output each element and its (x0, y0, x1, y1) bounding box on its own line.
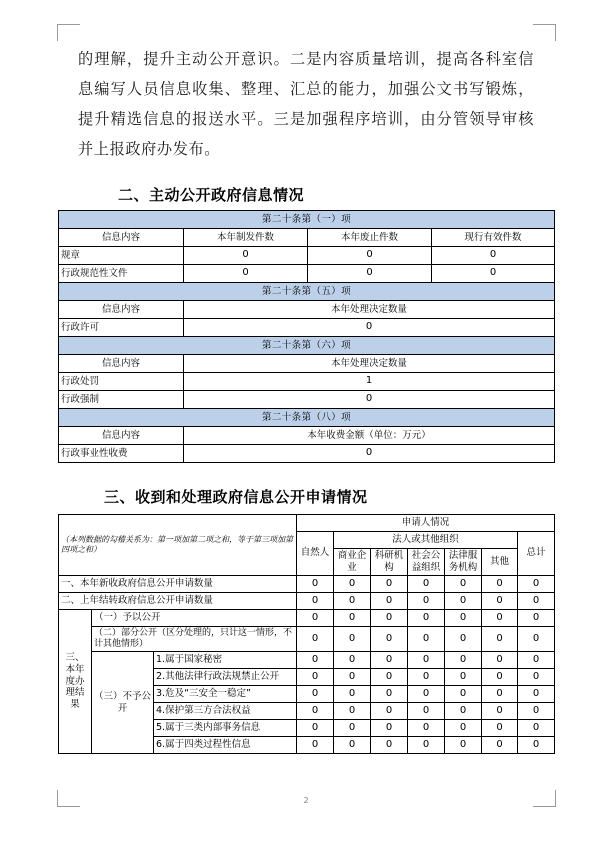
band-label: 第二十条第（六）项 (59, 337, 555, 355)
row-label: （一）予以公开 (92, 609, 297, 626)
cell-value: 0 (334, 737, 371, 754)
cell-value: 0 (308, 265, 432, 283)
row-label: （二）部分公开（区分处理的，只计这一情形，不计其他情形） (92, 626, 297, 652)
table-row (59, 609, 555, 626)
cell-value: 0 (518, 669, 555, 686)
cell-value: 0 (445, 652, 482, 669)
row-label: 1.属于国家秘密 (154, 652, 297, 669)
column-header-total: 总计 (518, 532, 555, 576)
cell-value: 0 (432, 247, 555, 265)
cell-value: 0 (371, 686, 408, 703)
cell-value: 0 (371, 626, 408, 652)
table-band-row (59, 337, 555, 355)
column-header: 现行有效件数 (432, 229, 555, 247)
crop-mark-top-right (533, 24, 556, 41)
cell-value: 0 (445, 737, 482, 754)
cell-value: 0 (297, 652, 334, 669)
row-label: 一、本年新收政府信息公开申请数量 (59, 575, 297, 592)
band-label: 第二十条第（五）项 (59, 283, 555, 301)
cell-value: 0 (482, 720, 518, 737)
cell-value: 1 (184, 373, 555, 391)
table-row (59, 391, 555, 409)
row-label: 5.属于三类内部事务信息 (154, 720, 297, 737)
row-label: 6.属于四类过程性信息 (154, 737, 297, 754)
cell-value: 0 (297, 626, 334, 652)
cell-value: 0 (518, 720, 555, 737)
merged-row-label-not-disclosed: （三）不予公开 (92, 652, 154, 754)
cell-value: 0 (518, 737, 555, 754)
column-header: 本年制发件数 (184, 229, 308, 247)
cell-value: 0 (297, 669, 334, 686)
cell-value: 0 (518, 686, 555, 703)
cell-value: 0 (482, 592, 518, 609)
cell-value: 0 (297, 575, 334, 592)
row-label: 行政规范性文件 (59, 265, 184, 283)
cell-value: 0 (297, 720, 334, 737)
table-header-row (59, 427, 555, 445)
section-two-heading: 二、主动公开政府信息情况 (118, 186, 305, 204)
cell-value: 0 (334, 720, 371, 737)
table-note: （本列数据的勾稽关系为：第一项加第二项之和，等于第三项加第四项之和） (59, 515, 297, 576)
cell-value: 0 (408, 609, 445, 626)
applicant-group-header: 申请人情况 (297, 515, 555, 532)
cell-value: 0 (334, 652, 371, 669)
cell-value: 0 (518, 626, 555, 652)
cell-value: 0 (445, 669, 482, 686)
cell-value: 0 (518, 703, 555, 720)
crop-mark-top-left (57, 24, 80, 41)
table-band-row (59, 211, 555, 229)
row-label: 3.危及“三安全一稳定” (154, 686, 297, 703)
cell-value: 0 (482, 686, 518, 703)
cell-value: 0 (445, 686, 482, 703)
table-row (59, 265, 555, 283)
cell-value: 0 (482, 703, 518, 720)
table-header-row (59, 229, 555, 247)
cell-value: 0 (445, 626, 482, 652)
cell-value: 0 (184, 319, 555, 337)
body-paragraph: 的理解，提升主动公开意识。二是内容质量培训，提高各科室信息编写人员信息收集、整理、汇总的能力，加强公文书写锻炼，提升精选信息的报送水平。三是加强程序培训，由分管领导审核并上报政府办发布。 (78, 50, 534, 158)
table-header-row (59, 301, 555, 319)
cell-value: 0 (482, 626, 518, 652)
column-header-legal-service: 法律服务机构 (445, 549, 482, 576)
column-header: 信息内容 (59, 301, 184, 319)
cell-value: 0 (408, 626, 445, 652)
cell-value: 0 (371, 592, 408, 609)
section-three-heading: 三、收到和处理政府信息公开申请情况 (104, 488, 368, 506)
row-label: 规章 (59, 247, 184, 265)
band-label: 第二十条第（一）项 (59, 211, 555, 229)
column-header: 本年废止件数 (308, 229, 432, 247)
cell-value: 0 (482, 575, 518, 592)
page-number: 2 (303, 796, 309, 805)
band-label: 第二十条第（八）项 (59, 409, 555, 427)
cell-value: 0 (445, 575, 482, 592)
cell-value: 0 (518, 609, 555, 626)
table-row (59, 626, 555, 652)
column-header: 本年收费金额（单位：万元） (184, 427, 555, 445)
cell-value: 0 (432, 265, 555, 283)
cell-value: 0 (408, 652, 445, 669)
cell-value: 0 (518, 575, 555, 592)
table-proactive-disclosure (58, 210, 555, 463)
cell-value: 0 (482, 652, 518, 669)
cell-value: 0 (482, 737, 518, 754)
row-label: 行政事业性收费 (59, 445, 184, 463)
cell-value: 0 (408, 592, 445, 609)
table-row (59, 373, 555, 391)
cell-value: 0 (334, 626, 371, 652)
row-label: 行政处罚 (59, 373, 184, 391)
cell-value: 0 (297, 609, 334, 626)
column-header: 信息内容 (59, 355, 184, 373)
cell-value: 0 (518, 652, 555, 669)
table-row (59, 575, 555, 592)
column-header: 本年处理决定数量 (184, 301, 555, 319)
cell-value: 0 (371, 575, 408, 592)
cell-value: 0 (371, 737, 408, 754)
cell-value: 0 (408, 575, 445, 592)
cell-value: 0 (371, 669, 408, 686)
column-header-natural-person: 自然人 (297, 532, 334, 576)
row-label: 行政许可 (59, 319, 184, 337)
cell-value: 0 (334, 575, 371, 592)
cell-value: 0 (408, 720, 445, 737)
cell-value: 0 (482, 669, 518, 686)
cell-value: 0 (184, 247, 308, 265)
cell-value: 0 (408, 737, 445, 754)
cell-value: 0 (297, 686, 334, 703)
row-label: 4.保护第三方合法权益 (154, 703, 297, 720)
column-header-research: 科研机构 (371, 549, 408, 576)
table-row (59, 652, 555, 669)
table-band-row (59, 283, 555, 301)
org-group-header: 法人或其他组织 (334, 532, 518, 549)
cell-value: 0 (184, 445, 555, 463)
cell-value: 0 (371, 703, 408, 720)
cell-value: 0 (371, 720, 408, 737)
cell-value: 0 (308, 247, 432, 265)
cell-value: 0 (334, 686, 371, 703)
row-label: 二、上年结转政府信息公开申请数量 (59, 592, 297, 609)
column-header-commercial: 商业企业 (334, 549, 371, 576)
table-row (59, 592, 555, 609)
cell-value: 0 (334, 592, 371, 609)
merged-row-label-result: 三、本年度办理结果 (59, 609, 92, 754)
cell-value: 0 (408, 669, 445, 686)
row-label: 行政强制 (59, 391, 184, 409)
cell-value: 0 (445, 720, 482, 737)
cell-value: 0 (334, 609, 371, 626)
column-header-public-welfare: 社会公益组织 (408, 549, 445, 576)
cell-value: 0 (297, 737, 334, 754)
table-header-row (59, 355, 555, 373)
table-row (59, 319, 555, 337)
cell-value: 0 (408, 703, 445, 720)
table-information-requests (58, 514, 555, 754)
cell-value: 0 (408, 686, 445, 703)
cell-value: 0 (334, 669, 371, 686)
table-header-row (59, 515, 555, 532)
table-row (59, 445, 555, 463)
column-header: 信息内容 (59, 229, 184, 247)
cell-value: 0 (334, 703, 371, 720)
cell-value: 0 (297, 703, 334, 720)
cell-value: 0 (445, 592, 482, 609)
column-header-other: 其他 (482, 549, 518, 576)
cell-value: 0 (184, 265, 308, 283)
table-row (59, 247, 555, 265)
cell-value: 0 (371, 609, 408, 626)
cell-value: 0 (297, 592, 334, 609)
column-header: 本年处理决定数量 (184, 355, 555, 373)
cell-value: 0 (445, 609, 482, 626)
row-label: 2.其他法律行政法规禁止公开 (154, 669, 297, 686)
cell-value: 0 (184, 391, 555, 409)
column-header: 信息内容 (59, 427, 184, 445)
table-band-row (59, 409, 555, 427)
cell-value: 0 (445, 703, 482, 720)
cell-value: 0 (482, 609, 518, 626)
cell-value: 0 (371, 652, 408, 669)
cell-value: 0 (518, 592, 555, 609)
